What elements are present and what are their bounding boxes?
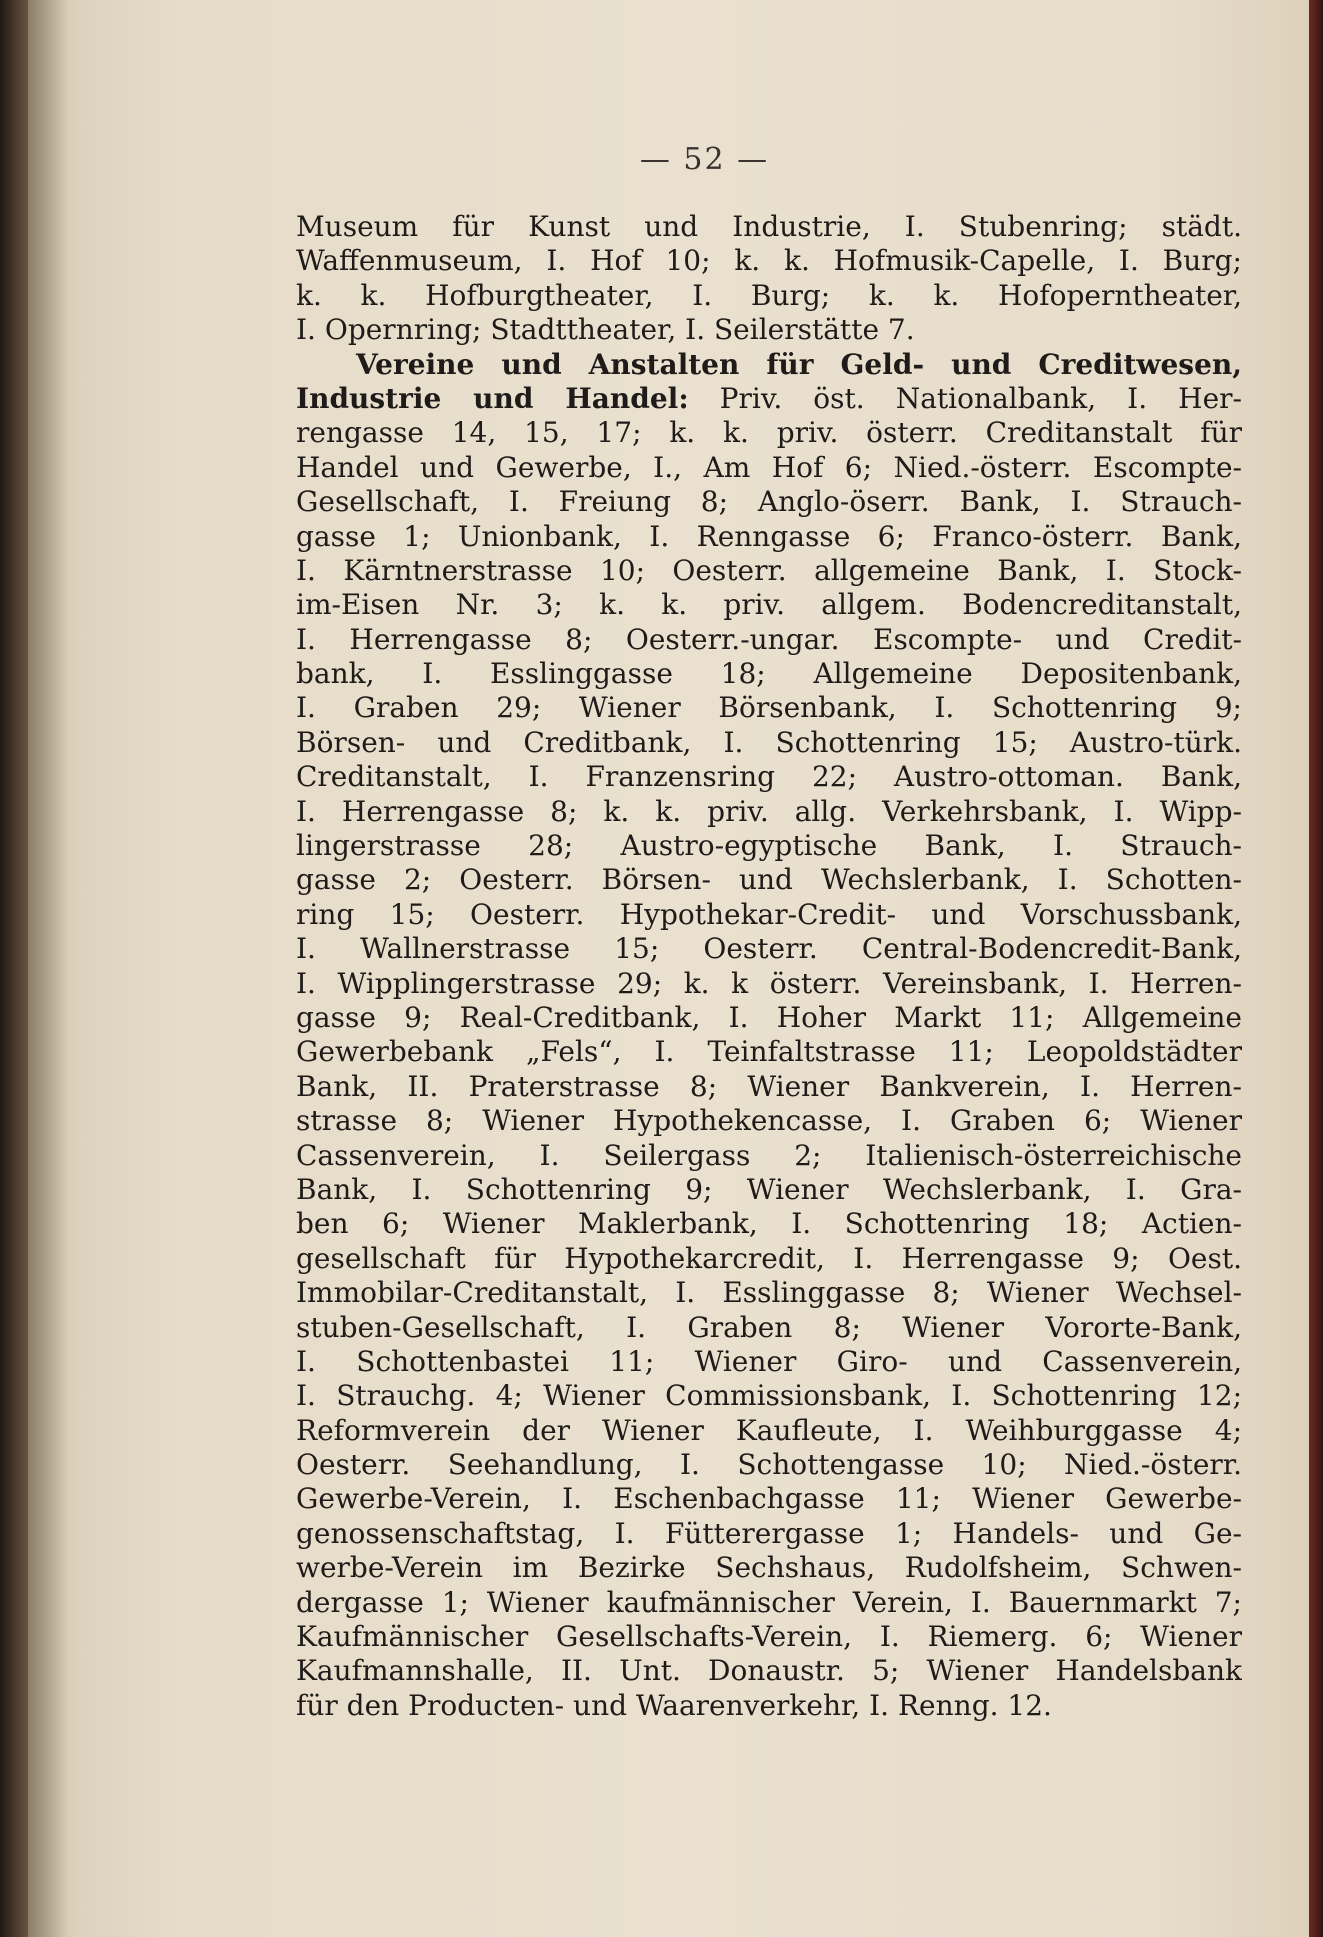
text-line: Bank, II. Praterstrasse 8; Wiener Bankverein, I. Herren- bbox=[296, 1069, 1242, 1103]
text-line: Waffenmuseum, I. Hof 10; k. k. Hofmusik-Capelle, I. Burg; bbox=[296, 244, 1242, 278]
text-line: I. Schottenbastei 11; Wiener Giro- und Cassenverein, bbox=[296, 1344, 1242, 1378]
text-line: ring 15; Oesterr. Hypothekar-Credit- und Vorschussbank, bbox=[296, 897, 1242, 931]
text-line: Gewerbe-Verein, I. Eschenbachgasse 11; Wiener Gewerbe- bbox=[296, 1482, 1242, 1516]
text-line: I. Wipplingerstrasse 29; k. k österr. Vereinsbank, I. Herren- bbox=[296, 966, 1242, 1000]
text-line: I. Kärntnerstrasse 10; Oesterr. allgemeine Bank, I. Stock- bbox=[296, 553, 1242, 587]
page-number: — 52 — bbox=[639, 142, 770, 177]
text-line: Handel und Gewerbe, I., Am Hof 6; Nied.-österr. Escompte- bbox=[296, 450, 1242, 484]
text-line: strasse 8; Wiener Hypothekencasse, I. Graben 6; Wiener bbox=[296, 1104, 1242, 1138]
text-line: bank, I. Esslinggasse 18; Allgemeine Depositenbank, bbox=[296, 657, 1242, 691]
text-line: lingerstrasse 28; Austro-egyptische Bank, I. Strauch- bbox=[296, 829, 1242, 863]
text-line: Priv. öst. Nationalbank, I. Her- bbox=[688, 381, 1242, 415]
text-line: I. Herrengasse 8; k. k. priv. allg. Verkehrsbank, I. Wipp- bbox=[296, 794, 1242, 828]
text-line: werbe-Verein im Bezirke Sechshaus, Rudolfsheim, Schwen- bbox=[296, 1551, 1242, 1585]
text-block bbox=[296, 210, 1242, 1723]
text-line: für den Producten- und Waarenverkehr, I. Renng. 12. bbox=[296, 1688, 1052, 1722]
text-line: dergasse 1; Wiener kaufmännischer Verein, I. Bauernmarkt 7; bbox=[296, 1585, 1242, 1619]
text-line: stuben-Gesellschaft, I. Graben 8; Wiener Vororte-Bank, bbox=[296, 1310, 1242, 1344]
text-line: Immobilar-Creditanstalt, I. Esslinggasse 8; Wiener Wechsel- bbox=[296, 1276, 1242, 1310]
text-line: Oesterr. Seehandlung, I. Schottengasse 10; Nied.-österr. bbox=[296, 1448, 1242, 1482]
text-line: Reformverein der Wiener Kaufleute, I. Weihburggasse 4; bbox=[296, 1413, 1242, 1447]
text-line: gasse 9; Real-Creditbank, I. Hoher Markt 11; Allgemeine bbox=[296, 1000, 1242, 1034]
text-line: ben 6; Wiener Maklerbank, I. Schottenring 18; Actien- bbox=[296, 1207, 1242, 1241]
text-line: genossenschaftstag, I. Fütterergasse 1; Handels- und Ge- bbox=[296, 1516, 1242, 1550]
text-line: gasse 1; Unionbank, I. Renngasse 6; Franco-österr. Bank, bbox=[296, 519, 1242, 553]
text-line: rengasse 14, 15, 17; k. k. priv. österr. Creditanstalt für bbox=[296, 416, 1242, 450]
book-cover-edge bbox=[1309, 0, 1323, 1937]
text-line: I. Herrengasse 8; Oesterr.-ungar. Escompte- und Credit- bbox=[296, 622, 1242, 656]
text-line: I. Opernring; Stadttheater, I. Seilerstätte 7. bbox=[296, 313, 915, 347]
text-line: Museum für Kunst und Industrie, I. Stubenring; städt. bbox=[296, 210, 1242, 243]
text-line: Börsen- und Creditbank, I. Schottenring 15; Austro-türk. bbox=[296, 725, 1242, 759]
text-line: gasse 2; Oesterr. Börsen- und Wechslerbank, I. Schotten- bbox=[296, 863, 1242, 897]
text-line: Cassenverein, I. Seilergass 2; Italienisch-österreichische bbox=[296, 1138, 1242, 1172]
text-line: gesellschaft für Hypothekarcredit, I. Herrengasse 9; Oest. bbox=[296, 1241, 1242, 1275]
text-line: Gewerbebank „Fels“, I. Teinfaltstrasse 11; Leopoldstädter bbox=[296, 1035, 1242, 1069]
section-heading-line bbox=[296, 382, 1242, 416]
section-heading-continued: Industrie und Handel: bbox=[296, 381, 689, 415]
section-heading: Vereine und Anstalten für Geld- und Creditwesen, bbox=[356, 347, 1242, 381]
text-line: Gesellschaft, I. Freiung 8; Anglo-öserr. Bank, I. Strauch- bbox=[296, 485, 1242, 519]
text-line: I. Wallnerstrasse 15; Oesterr. Central-Bodencredit-Bank, bbox=[296, 932, 1242, 966]
text-line: Kaufmannshalle, II. Unt. Donaustr. 5; Wiener Handelsbank bbox=[296, 1654, 1242, 1688]
text-line: Bank, I. Schottenring 9; Wiener Wechslerbank, I. Gra- bbox=[296, 1172, 1242, 1206]
text-line: Kaufmännischer Gesellschafts-Verein, I. Riemerg. 6; Wiener bbox=[296, 1620, 1242, 1654]
text-line: k. k. Hofburgtheater, I. Burg; k. k. Hofoperntheater, bbox=[296, 278, 1242, 312]
text-line: Creditanstalt, I. Franzensring 22; Austro-ottoman. Bank, bbox=[296, 760, 1242, 794]
page-fold-shadow bbox=[28, 0, 68, 1937]
text-line: I. Strauchg. 4; Wiener Commissionsbank, I. Schottenring 12; bbox=[296, 1379, 1242, 1413]
text-line: im-Eisen Nr. 3; k. k. priv. allgem. Bodencreditanstalt, bbox=[296, 588, 1242, 622]
text-line: I. Graben 29; Wiener Börsenbank, I. Schottenring 9; bbox=[296, 691, 1242, 725]
